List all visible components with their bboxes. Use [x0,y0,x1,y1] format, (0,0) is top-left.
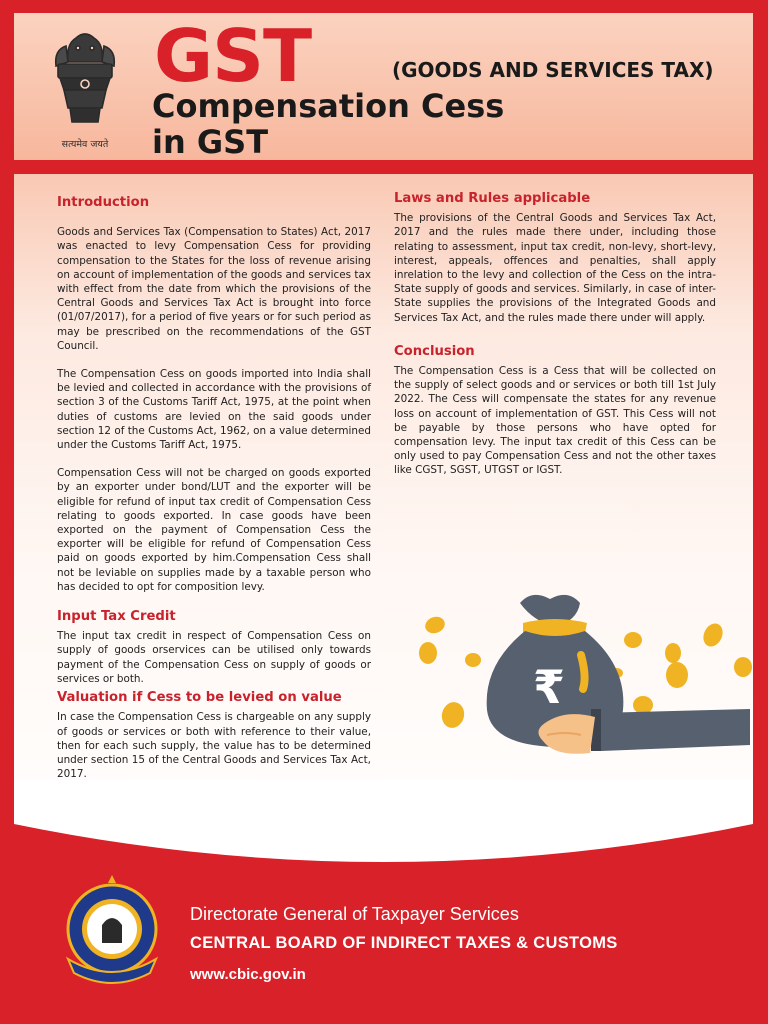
introduction-paragraph-1: Goods and Services Tax (Compensation to States) Act, 2017 was enacted to levy Compensation Cess for providing compensation to the States for the loss of revenue arising on account of implementation of the goods and services tax with effect from the date from which the provisions of the Central Goods and Services Tax Act is brought into force (01/07/2017), for a period of five years or for such period as may be prescribed on the recommendations of the GST Council. [57,226,371,352]
gst-subtitle: (GOODS AND SERVICES TAX) [392,58,714,82]
valuation-text: In case the Compensation Cess is chargeable on any supply of goods or services or both with reference to their value, then for each such supply, the value has to be determined under section 15 of the Central Goods and Services Tax Act, 2017. [57,711,371,781]
laws-heading: Laws and Rules applicable [394,191,591,206]
heading-line-2: in GST [152,123,269,161]
introduction-heading: Introduction [57,195,150,210]
emblem-motto: सत्यमेव जयते [61,139,109,150]
right-column [394,192,716,478]
footer-department: Directorate General of Taxpayer Services [190,904,519,924]
conclusion-text: The Compensation Cess is a Cess that will be collected on the supply of select goods and or services or both till 1st July 2022. The Cess will compensate the states for any revenue loss on account of implementation of GST. This Cess will not be payable by those persons who have opted for compensation levy. The input tax credit of this Cess can be only used to pay Compensation Cess and not the other taxes like CGST, SGST, UTGST or IGST. [394,365,716,477]
heading-line-1: Compensation Cess [152,87,505,125]
left-column [57,196,371,781]
footer-url-link[interactable]: www.cbic.gov.in [190,966,306,983]
ashoka-emblem-icon [46,24,124,154]
conclusion-heading: Conclusion [394,343,475,359]
input-tax-credit-text: The input tax credit in respect of Compensation Cess on supply of goods orservices can be utilised only towards payment of the Compensation Cess on supply of goods or services or both. [57,630,371,685]
footer-board: CENTRAL BOARD OF INDIRECT TAXES & CUSTOMS [190,934,618,952]
gst-title: GST [154,14,312,98]
header-divider [14,160,753,174]
valuation-heading: Valuation if Cess to be levied on value [57,690,342,706]
laws-text: The provisions of the Central Goods and Services Tax Act, 2017 and the rules made there under, including those relating to assessment, input tax credit, non-levy, short-levy, interest, appeals, offences and penalties, shall apply inrelation to the levy and collection of the Cess on the intra-State supply of goods and services. Similarly, in case of inter-State supplies the provisions of the Integrated Goods and Services Tax Act, and the rules made there under will apply. [394,212,716,324]
page-heading [152,88,504,160]
introduction-paragraph-2: The Compensation Cess on goods imported into India shall be levied and collected in accordance with the provisions of section 3 of the Customs Tariff Act, 1975, at the point when duties of customs are levied on the said goods under section 12 of the Customs Act, 1962, on a value determined under the Customs Tariff Act, 1975. [57,368,371,452]
cbic-seal-icon [58,873,166,985]
money-bag-illustration [405,585,755,770]
input-tax-credit-heading: Input Tax Credit [57,609,176,625]
rupee-symbol: ₹ [533,660,566,714]
introduction-paragraph-3: Compensation Cess will not be charged on goods exported by an exporter under bond/LUT and the exporter will be eligible for refund of input tax credit of Compensation Cess relating to goods exported. In case goods have been exported on the payment of Compensation Cess the exporter will be eligible for refund of Compensation Cess paid on goods exported by him.Compensation Cess shall not be leviable on supplies made by a taxable person who has decided to opt for composition levy. [57,467,371,593]
